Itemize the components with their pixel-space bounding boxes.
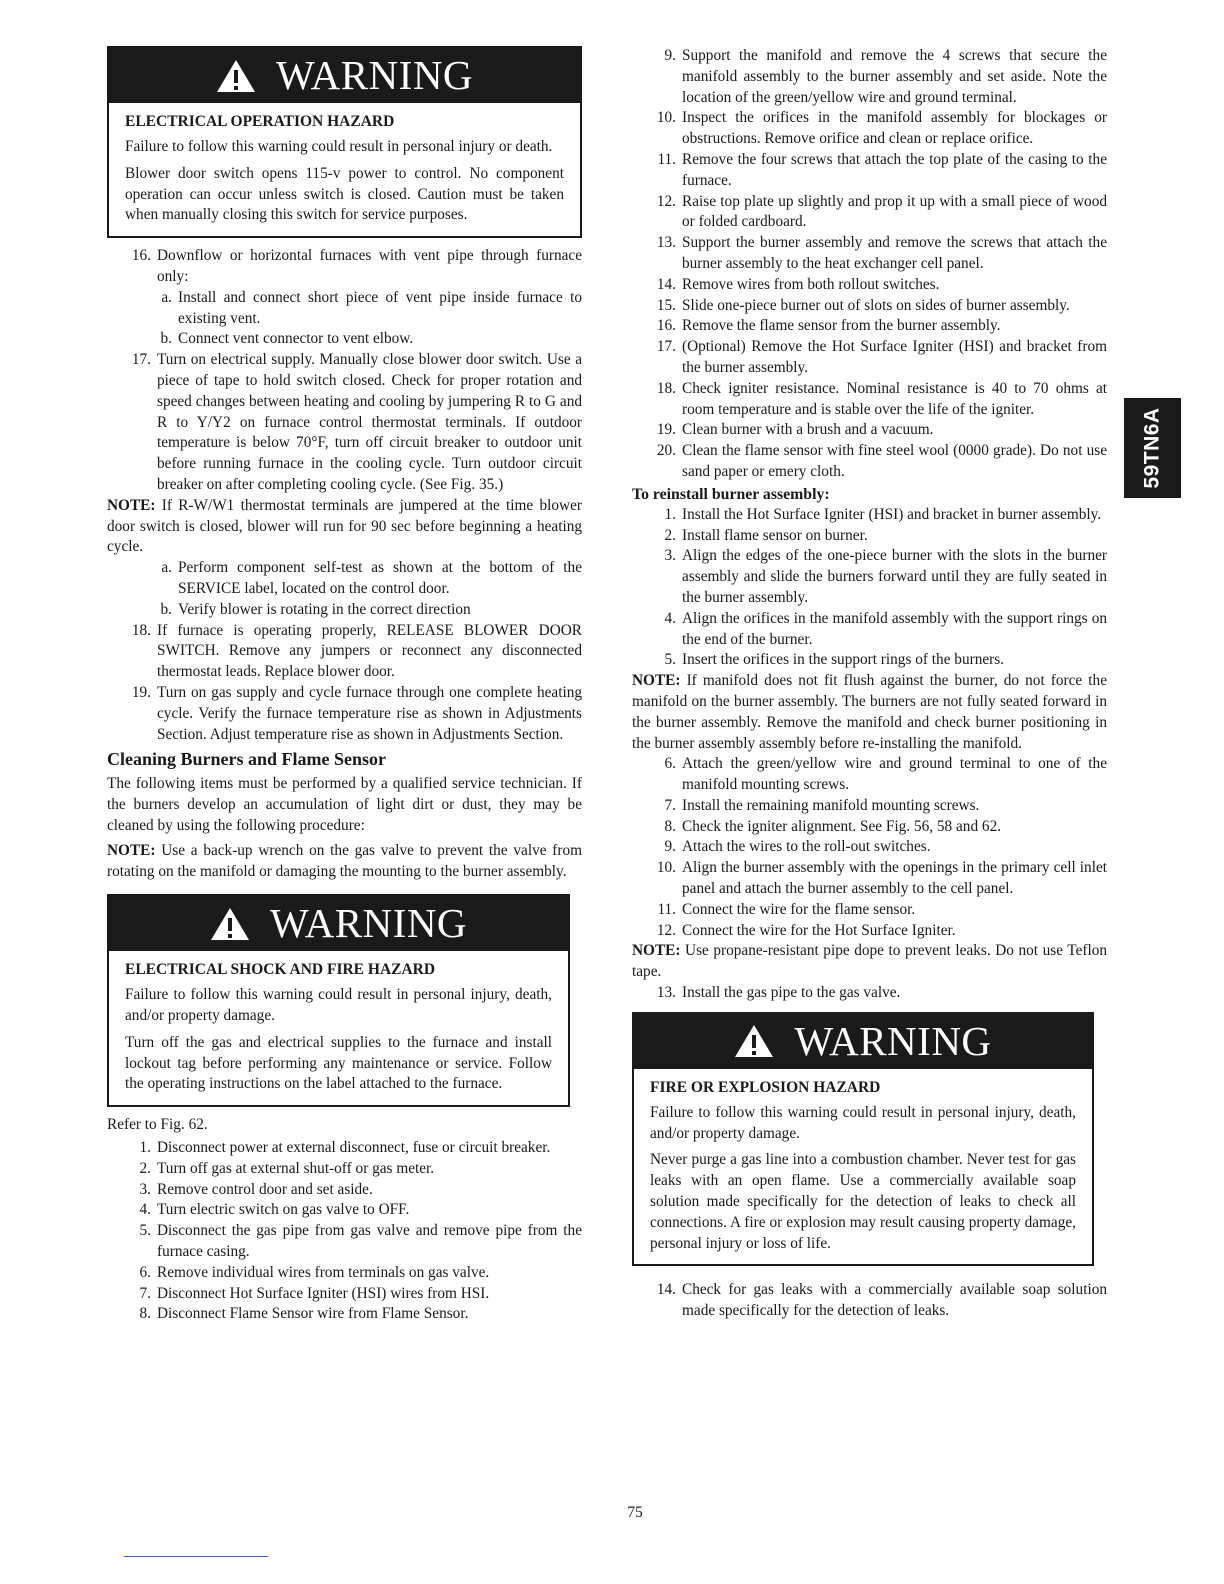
step-item: 17. (Optional) Remove the Hot Surface Igniter (HSI) and bracket from the burner assembly. (656, 338, 1107, 376)
step-item: 20. Clean the flame sensor with fine steel wool (0000 grade). Do not use sand paper or emery cloth. (656, 442, 1107, 480)
step-item: 12. Connect the wire for the Hot Surface Igniter. (656, 921, 956, 939)
warning-box-electrical-shock (107, 894, 570, 1107)
page-number: 75 (627, 1504, 643, 1521)
hazard-title: ELECTRICAL SHOCK AND FIRE HAZARD (125, 961, 436, 979)
step-item: 10. Inspect the orifices in the manifold assembly for blockages or obstructions. Remove orifice and clean or replace orifice. (656, 109, 1107, 148)
step-item: 6. Attach the green/yellow wire and ground terminal to one of the manifold mounting screws. (664, 755, 1107, 794)
step-item: 4. Turn electric switch on gas valve to OFF. (139, 1201, 410, 1219)
substep-item: b. Connect vent connector to vent elbow. (160, 330, 414, 348)
reinstall-heading: To reinstall burner assembly: (632, 485, 830, 503)
step-item: 3. Remove control door and set aside. (139, 1180, 373, 1198)
note-paragraph: NOTE: If R-W/W1 thermostat terminals are jumpered at the time blower door switch is closed, blower will run for 90 sec before beginning a heating cycle. (107, 496, 582, 556)
warning-box-fire-explosion (632, 1012, 1094, 1267)
step-item: 14. Remove wires from both rollout switches. (656, 275, 940, 293)
right-column (632, 46, 1107, 1322)
step-item: 10. Align the burner assembly with the openings in the primary cell inlet panel and attach the burner assembly to the cell panel. (656, 859, 1107, 898)
model-side-tab (1124, 398, 1181, 498)
step-item: 2. Turn off gas at external shut-off or gas meter. (139, 1159, 435, 1177)
step-item: 15. Slide one-piece burner out of slots on sides of burner assembly. (656, 296, 1070, 314)
step-item: 4. Align the orifices in the manifold assembly with the support rings on the end of the burner. (664, 609, 1107, 648)
warning-title: WARNING (269, 900, 468, 947)
step-item: 13. Install the gas pipe to the gas valve. (656, 984, 901, 1002)
step-item: 14. Check for gas leaks with a commercially available soap solution made specifically for the detection of leaks. (656, 1281, 1107, 1320)
warning-triangle-icon (210, 907, 250, 941)
warning-paragraph: Failure to follow this warning could result in personal injury, death, and/or property damage. (650, 1103, 1076, 1142)
step-item: 1. Install the Hot Surface Igniter (HSI) and bracket in burner assembly. (664, 505, 1102, 523)
warning-title: WARNING (275, 52, 474, 98)
warning-triangle-icon (734, 1024, 774, 1058)
step-item: 17. Turn on electrical supply. Manually close blower door switch. Use a piece of tape to hold switch closed. Check for proper rotation and speed changes between heating and cooling by jumpering R to G and R to Y/Y2 on furnace control thermostat terminals. If outdoor temperature is below 70°F, turn off circuit breaker to outdoor unit before running furnace in the cooling cycle. Turn outdoor circuit breaker on after completing cooling cycle. (See Fig. 35.) (131, 351, 582, 493)
warning-box-electrical-operation (107, 46, 582, 238)
step-item: 3. Align the edges of the one-piece burner with the slots in the burner assembly and slide the burners forward until they are fully seated in the burner assembly. (664, 547, 1107, 606)
step-item: 2. Install flame sensor on burner. (664, 526, 868, 544)
step-item: 9. Support the manifold and remove the 4 screws that secure the manifold assembly to the burner assembly and set aside. Note the location of the green/yellow wire and ground terminal. (664, 47, 1107, 106)
warning-triangle-icon (216, 59, 256, 93)
note-paragraph: NOTE: Use propane-resistant pipe dope to prevent leaks. Do not use Teflon tape. (632, 942, 1107, 981)
warning-paragraph: Failure to follow this warning could result in personal injury or death. (125, 138, 553, 155)
note-paragraph: NOTE: Use a back-up wrench on the gas valve to prevent the valve from rotating on the manifold or damaging the mounting to the burner assembly. (107, 841, 582, 880)
step-item: 13. Support the burner assembly and remove the screws that attach the burner assembly to the heat exchanger cell panel. (656, 234, 1107, 272)
step-item: 9. Attach the wires to the roll-out switches. (664, 838, 931, 856)
step-item: 6. Remove individual wires from terminals on gas valve. (139, 1263, 490, 1281)
step-item: 1. Disconnect power at external disconnect, fuse or circuit breaker. (139, 1139, 551, 1157)
section-paragraph: The following items must be performed by a qualified service technician. If the burners develop an accumulation of light dirt or dust, they may be cleaned by using the following procedure: (107, 775, 582, 834)
substep-item: a. Perform component self-test as shown at the bottom of the SERVICE label, located on the control door. (161, 559, 582, 597)
step-item: 18. Check igniter resistance. Nominal resistance is 40 to 70 ohms at room temperature and is stable over the life of the igniter. (656, 379, 1107, 418)
substep-item: a. Install and connect short piece of vent pipe inside furnace to existing vent. (161, 288, 582, 327)
step-item: 18. If furnace is operating properly, RELEASE BLOWER DOOR SWITCH. Remove any jumpers or reconnect any disconnected thermostat leads. Replace blower door. (131, 621, 582, 681)
warning-header (634, 1014, 1092, 1069)
warning-title: WARNING (794, 1017, 992, 1064)
step-item: 11. Connect the wire for the flame sensor. (657, 900, 916, 918)
step-item: 19. Turn on gas supply and cycle furnace through one complete heating cycle. Verify the furnace temperature rise as shown in Adjustments Section. Adjust temperature rise as shown in Adjustments Section. (131, 683, 582, 743)
step-item: 5. Disconnect the gas pipe from gas valve and remove pipe from the furnace casing. (139, 1222, 582, 1261)
step-item: 5. Insert the orifices in the support rings of the burners. (664, 651, 1005, 669)
step-item: 7. Disconnect Hot Surface Igniter (HSI) wires from HSI. (139, 1284, 490, 1302)
step-item: 12. Raise top plate up slightly and prop it up with a small piece of wood or folded cardboard. (656, 192, 1107, 231)
left-column (107, 46, 582, 1325)
substep-item: b. Verify blower is rotating in the correct direction (160, 600, 471, 618)
section-title: Cleaning Burners and Flame Sensor (107, 749, 387, 770)
warning-header (109, 896, 568, 951)
warning-paragraph: Turn off the gas and electrical supplies to the furnace and install lockout tag before performing any maintenance or service. Follow the operating instructions on the label attached to the furnace. (125, 1033, 552, 1093)
note-paragraph: NOTE: If manifold does not fit flush against the burner, do not force the manifold on the burner assembly. The burners are not fully seated forward in the burner assembly. Remove the manifold and check burner positioning in the burner assembly assembly before re-installing the manifold. (632, 672, 1107, 752)
step-item: 16. Remove the flame sensor from the burner assembly. (656, 317, 1001, 335)
hazard-title: FIRE OR EXPLOSION HAZARD (650, 1078, 881, 1096)
hazard-title: ELECTRICAL OPERATION HAZARD (125, 113, 395, 130)
model-number: 59TN6A (1140, 407, 1164, 489)
warning-header (109, 48, 580, 103)
step-item: 11. Remove the four screws that attach the top plate of the casing to the furnace. (657, 150, 1107, 189)
step-item: 19. Clean burner with a brush and a vacuum. (656, 421, 934, 439)
warning-paragraph: Failure to follow this warning could result in personal injury, death, and/or property damage. (125, 986, 552, 1025)
step-item: 8. Disconnect Flame Sensor wire from Flame Sensor. (139, 1305, 469, 1323)
step-item: 7. Install the remaining manifold mounting screws. (664, 796, 980, 814)
step-item: 8. Check the igniter alignment. See Fig. 56, 58 and 62. (664, 817, 1002, 835)
step-item: 16. Downflow or horizontal furnaces with vent pipe through furnace only: (131, 247, 582, 285)
refer-text: Refer to Fig. 62. (107, 1116, 208, 1134)
warning-paragraph: Never purge a gas line into a combustion chamber. Never test for gas leaks with an open flame. Use a commercially available soap solution made specifically for the detection of leaks to check all connections. A fire or explosion may result causing property damage, personal injury or loss of life. (650, 1151, 1076, 1252)
footer-link-underline (124, 1556, 268, 1557)
warning-paragraph: Blower door switch opens 115-v power to control. No component operation can occur unless switch is closed. Caution must be taken when manually closing this switch for service purposes. (125, 164, 564, 224)
